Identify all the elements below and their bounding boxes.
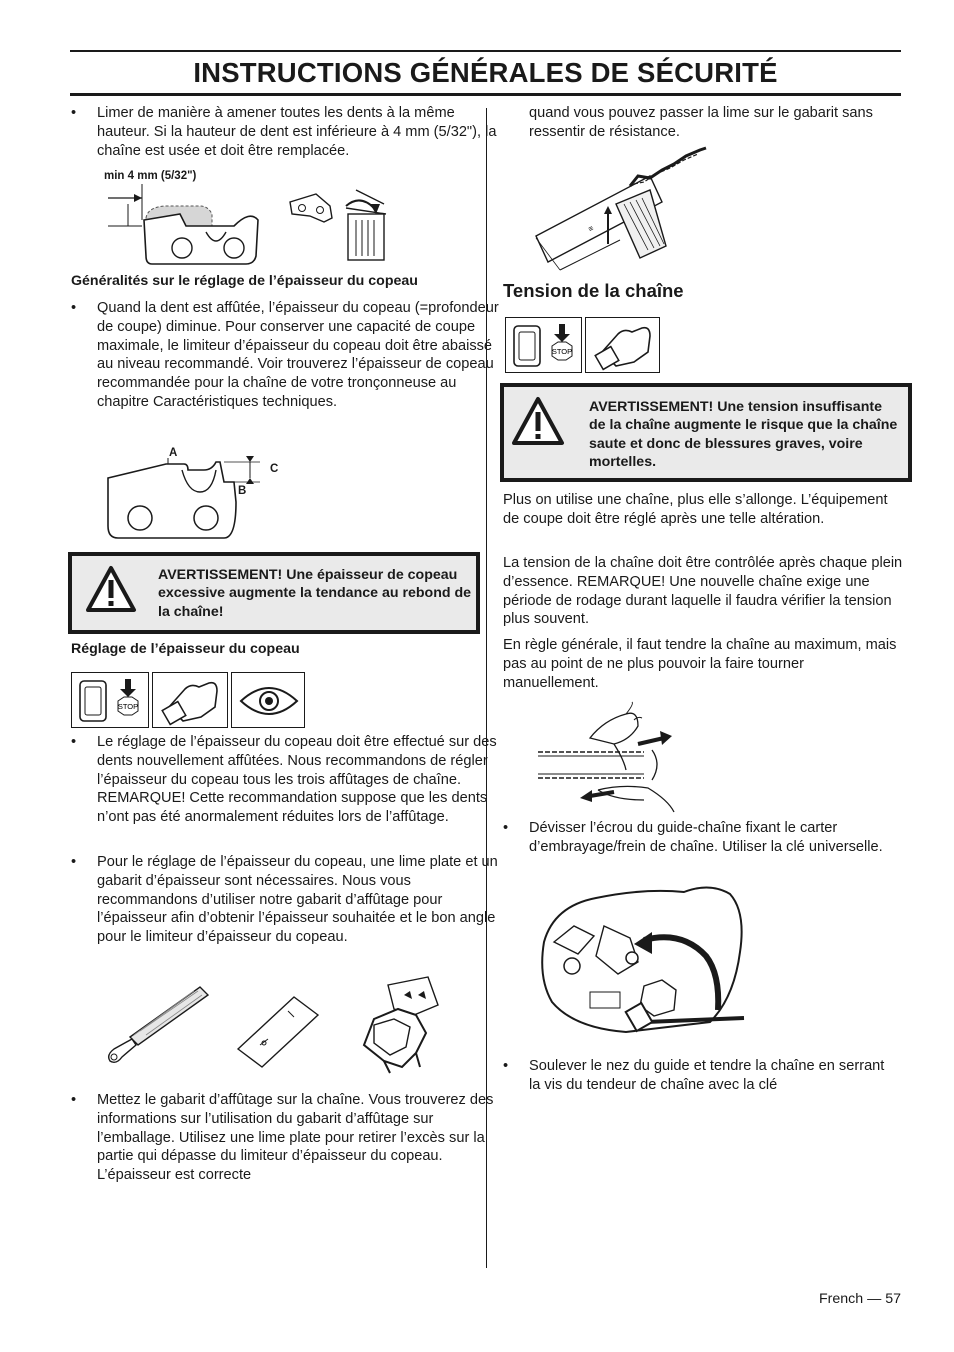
- section-title-chain-tension: Tension de la chaîne: [503, 280, 684, 301]
- file-on-gauge-figure: [530, 146, 720, 276]
- warning-triangle-icon: [86, 566, 136, 612]
- depth-gauge-tool-figure: [232, 993, 324, 1071]
- warning-triangle-icon: [512, 397, 564, 445]
- warning-box-kickback: [68, 552, 480, 634]
- right-continued-text: quand vous pouvez passer la lime sur le gabarit sans ressentir de résistance.: [529, 105, 873, 140]
- icon-box-stop-engine: [71, 672, 149, 728]
- fig2-label-a: A: [169, 447, 178, 459]
- bar-nut-figure: [534, 882, 750, 1038]
- fig1-label: min 4 mm (5/32"): [104, 170, 197, 182]
- chain-pull-figure: [534, 700, 704, 815]
- left-subhead-1: Généralités sur le réglage de l’épaisseur du copeau: [71, 273, 418, 289]
- eye-inspect-icon: [239, 681, 299, 721]
- header-top-rule: [70, 50, 901, 52]
- cutter-height-figure: [108, 180, 268, 266]
- stop-switch-icon: [78, 679, 144, 723]
- icon-box-gloves-2: [585, 317, 660, 373]
- stop-label: STOP: [551, 347, 573, 356]
- right-para-2: La tension de la chaîne doit être contrôlée après chaque plein d’essence. REMARQUE! Une nouvelle chaîne exige une période de rodage durant laquelle il faudra vérifier la tension plus souvent.: [503, 555, 903, 628]
- flat-file-figure: [100, 985, 210, 1065]
- svg-text:≡: ≡: [586, 223, 596, 234]
- glove-icon: [592, 322, 656, 370]
- fig2-label-c: C: [270, 463, 279, 475]
- right-bullet-2: • Soulever le nez du guide et tendre la chaîne en serrant la vis du tendeur de chaîne avec la clé: [503, 1057, 899, 1095]
- left-bullet-1: • Limer de manière à amener toutes les dents à la même hauteur. Si la hauteur de dent est inférieure à 4 mm (5/32"), la chaîne est usée et doit être remplacée.: [71, 104, 499, 160]
- right-bullet-1: • Dévisser l’écrou du guide-chaîne fixant le carter d’embrayage/frein de chaîne. Utiliser la clé universelle.: [503, 819, 899, 857]
- fig2-label-b: B: [238, 485, 247, 497]
- icon-box-stop-engine-2: [505, 317, 582, 373]
- stop-label: STOP: [117, 702, 139, 711]
- stop-switch-icon: [512, 324, 578, 368]
- right-para-3: En règle générale, il faut tendre la chaîne au maximum, mais pas au point de ne plus pouvoir la faire tourner manuellement.: [503, 637, 897, 691]
- page-title: INSTRUCTIONS GÉNÉRALES DE SÉCURITÉ: [193, 57, 778, 88]
- warning-text-chain-tension: AVERTISSEMENT! Une tension insuffisante de la chaîne augmente le risque que la chaîne saute et donc de blessures graves, voire mortelles.: [589, 399, 898, 471]
- left-subhead-2: Réglage de l’épaisseur du copeau: [71, 641, 300, 657]
- worn-chain-figure: [286, 184, 396, 264]
- page-number: French — 57: [818, 1291, 901, 1307]
- icon-box-eye: [231, 672, 305, 728]
- glove-icon: [159, 677, 223, 725]
- left-bullet-2: • Quand la dent est affûtée, l’épaisseur du copeau (=profondeur de coupe) diminue. Pour conserver une capacité de coupe maximale, le limiteur d’épaisseur du copeau doit être abaissé au niveau recommandé. Voir trouverez l’épaisseur de copeau recommandée pour la chaîne de votre tronçonneuse au chapitre Caractéristiques techniques.: [71, 299, 499, 412]
- icon-box-gloves: [152, 672, 228, 728]
- right-para-1: Plus on utilise une chaîne, plus elle s’allonge. L’équipement de coupe doit être réglé après une telle altération.: [503, 492, 888, 527]
- left-bullet-4: • Pour le réglage de l’épaisseur du copeau, une lime plate et un gabarit d’épaisseur sont nécessaires. Nous vous recommandons d’utiliser notre gabarit d’affûtage pour l’épaisseur afin d’obtenir l’épaisseur souhaitée et le bon angle pour le limiteur d’épaisseur du copeau.: [71, 853, 499, 947]
- left-bullet-5: • Mettez le gabarit d’affûtage sur la chaîne. Vous trouverez des informations sur l’utilisation du gabarit d’affûtage sur l’emballage. Utilisez une lime plate pour retirer l’excès sur la partie qui dépasse du limiteur d’épaisseur du copeau. L’épaisseur est correcte: [71, 1091, 499, 1185]
- warning-text-kickback: AVERTISSEMENT! Une épaisseur de copeau excessive augmente la tendance au rebond de la chaîne!: [158, 567, 472, 620]
- depth-gauge-figure: [100, 442, 290, 542]
- left-bullet-3: • Le réglage de l’épaisseur du copeau doit être effectué sur des dents nouvellement affûtées. Nous recommandons de régler l’épaisseur du copeau tous les trois affûtages de chaîne. REMARQUE! Cette recommandation suppose que les dents n’ont pas été anormalement réduites lors de l’affûtage.: [71, 733, 499, 827]
- header-bottom-rule: [70, 93, 901, 96]
- warning-box-chain-tension: [500, 383, 912, 482]
- sharpening-gauge-figure: [354, 975, 454, 1075]
